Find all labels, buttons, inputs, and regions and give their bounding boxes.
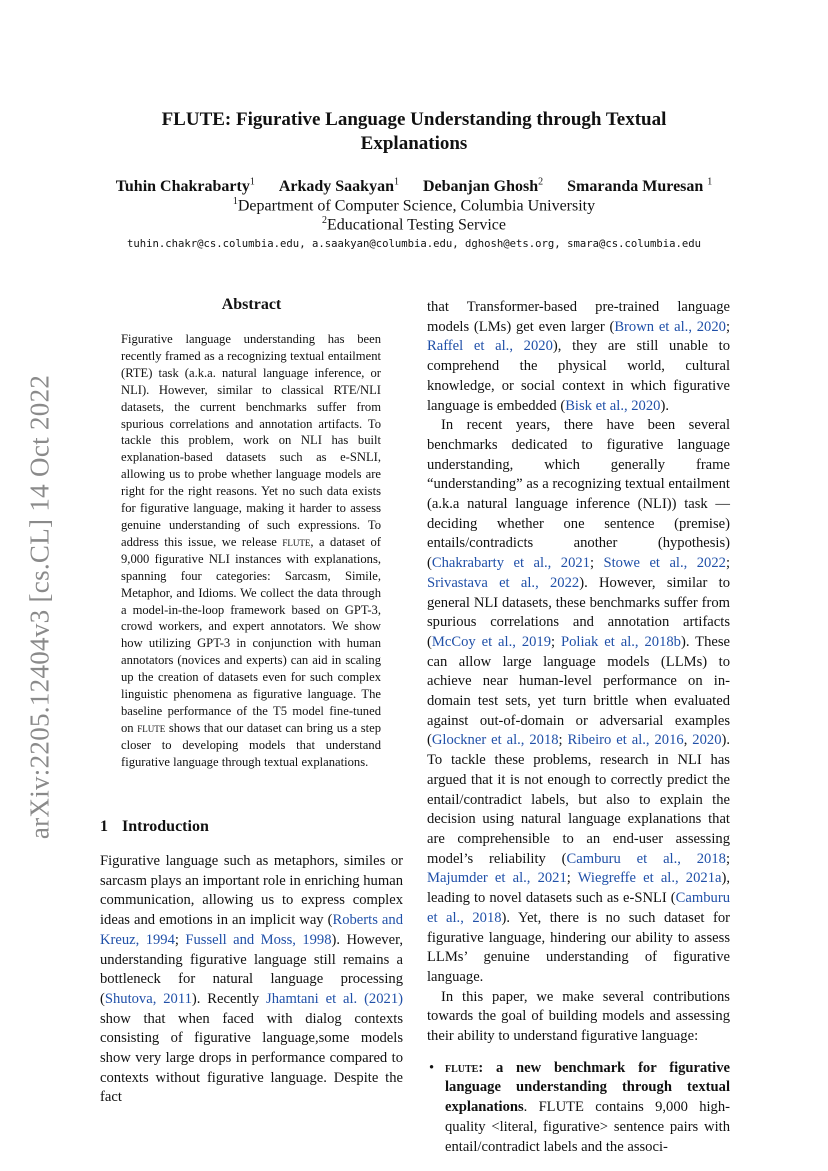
citation-link[interactable]: Roberts and Kreuz, 1994	[100, 912, 403, 948]
affiliation: $^2$Educational Testing Service	[322, 215, 506, 234]
author: Arkady Saakyan$^1$	[278, 177, 399, 196]
citation-link[interactable]: Stowe et al., 2022	[603, 555, 726, 572]
author-list	[0, 177, 828, 196]
citation-link[interactable]: Shutova, 2011	[104, 990, 192, 1007]
citation-link[interactable]: Camburu et al., 2018	[566, 850, 726, 867]
paper-title	[0, 108, 828, 156]
paragraph: Figurative language such as metaphors, similes or sarcasm plays an important role in enriching human communication, allowing us to express complex ideas and emotions in an implicit way (Roberts and Kreuz, 1994; Fussell and Moss, 1998). However, understanding figurative language still remains a bottleneck for natural language processing (Shutova, 2011). Recently Jhamtani et al. (2021) show that when faced with dialog contexts consisting of figurative language,some models show very large drops in performance compared to contexts without figurative language. Despite the fact	[100, 853, 403, 1106]
citation-link[interactable]: Ribeiro et al., 2016	[567, 732, 684, 749]
arxiv-identifier: arXiv:2205.12404v3 [cs.CL] 14 Oct 2022	[24, 374, 55, 840]
abstract-heading: Abstract	[221, 296, 282, 313]
paragraph: that Transformer-based pre-trained language models (LMs) get even larger (Brown et al., 2020; Raffel et al., 2020), they are still unable to comprehend the physical world, cultural knowledge, or social context in which figurative language is embedded (Bisk et al., 2020).	[427, 299, 730, 414]
author: Smaranda Muresan $^1$	[567, 177, 713, 196]
citation-link[interactable]: Wiegreffe et al., 2021a	[577, 870, 722, 887]
citation-link[interactable]: Chakrabarty et al., 2021	[431, 555, 590, 572]
title-line-1: FLUTE: Figurative Language Understanding through Textual	[161, 109, 667, 130]
citation-link[interactable]: Jhamtani et al. (2021)	[266, 990, 403, 1007]
paragraph: In recent years, there have been several benchmarks dedicated to figurative language understanding, which generally frame “understanding” as a recognizing textual entailment (a.k.a natural language inference (NLI)) task — deciding whether one sentence (premise) entails/contradicts another (hypothesis) (Chakrabarty et al., 2021; Stowe et al., 2022; Srivastava et al., 2022). However, similar to general NLI datasets, these benchmarks suffer from spurious correlations and annotation artifacts (McCoy et al., 2019; Poliak et al., 2018b). These can allow large language models (LLMs) to achieve near human-level performance on in-domain test sets, yet turn brittle when evaluated against out-of-domain or adversarial examples (Glockner et al., 2018; Ribeiro et al., 2016, 2020). To tackle these problems, research in NLI has argued that it is not enough to correctly predict the entail/contradict labels, but also to explain the decision using natural language explanations that are comprehensible to an end-user assessing model’s reliability (Camburu et al., 2018; Majumder et al., 2021; Wiegreffe et al., 2021a), leading to novel datasets such as e-SNLI (Camburu et al., 2018). Yet, there is no such dataset for figurative language, hindering our ability to assess LLMs’ genuine understanding of figurative language.	[427, 417, 731, 985]
citation-link[interactable]: Camburu et al., 2018	[427, 890, 730, 926]
right-column	[427, 298, 730, 1157]
abstract-body: Figurative language understanding has been recently framed as a recognizing textual entailment (RTE) task (a.k.a. natural language inference, or NLI). However, similar to classical RTE/NLI datasets, the current benchmarks suffer from spurious correlations and annotation artifacts. To tackle this problem, work on NLI has built explanation-based datasets such as e-SNLI, allowing us to probe whether language models are right for the right reasons. Yet no such data exists for figurative language, making it harder to assess genuine understanding of such expressions. To address this issue, we release flute, a dataset of 9,000 figurative NLI instances with explanations, spanning four categories: Sarcasm, Simile, Metaphor, and Idioms. We collect the data through a model-in-the-loop framework based on GPT-3, crowd workers, and expert annotators. We show how utilizing GPT-3 in conjunction with human annotators (novices and experts) can aid in scaling up the creation of datasets even for such complex linguistic phenomena as figurative language. The baseline performance of the T5 model fine-tuned on flute shows that our dataset can bring us a step closer to developing models that understand figurative language through textual explanations.	[121, 332, 382, 769]
affiliation: $^1$Department of Computer Science, Columbia University	[232, 196, 596, 215]
contribution-bullet: • flute: a new benchmark for figurative language understanding through textual explanations. FLUTE contains 9,000 high-quality <literal, figurative> sentence pairs with entail/contradict labels and the associ-	[427, 1059, 730, 1158]
citation-link[interactable]: Brown et al., 2020	[614, 318, 726, 335]
author-emails: tuhin.chakr@cs.columbia.edu, a.saakyan@columbia.edu, dghosh@ets.org, smara@cs.columbia.edu	[126, 238, 702, 250]
citation-link[interactable]: 2020	[692, 732, 722, 749]
citation-link[interactable]: Majumder et al., 2021	[427, 870, 567, 887]
citation-link[interactable]: Bisk et al., 2020	[565, 397, 661, 414]
author: Tuhin Chakrabarty$^1$	[115, 177, 255, 196]
left-column-intro	[100, 852, 403, 1108]
citation-link[interactable]: Srivastava et al., 2022	[427, 574, 580, 591]
arxiv-sidebar-stamp	[22, 362, 58, 852]
section-heading-introduction: 1 Introduction	[100, 818, 209, 835]
author: Debanjan Ghosh$^2$	[422, 177, 544, 196]
citation-link[interactable]: Poliak et al., 2018b	[561, 633, 681, 650]
paragraph: In this paper, we make several contributions towards the goal of building models and assessing their ability to understand figurative language:	[427, 988, 730, 1045]
citation-link[interactable]: McCoy et al., 2019	[431, 633, 552, 650]
citation-link[interactable]: Glockner et al., 2018	[431, 732, 559, 749]
citation-link[interactable]: Fussell and Moss, 1998	[185, 931, 332, 948]
title-line-2: Explanations	[360, 133, 468, 154]
citation-link[interactable]: Raffel et al., 2020	[427, 338, 553, 355]
